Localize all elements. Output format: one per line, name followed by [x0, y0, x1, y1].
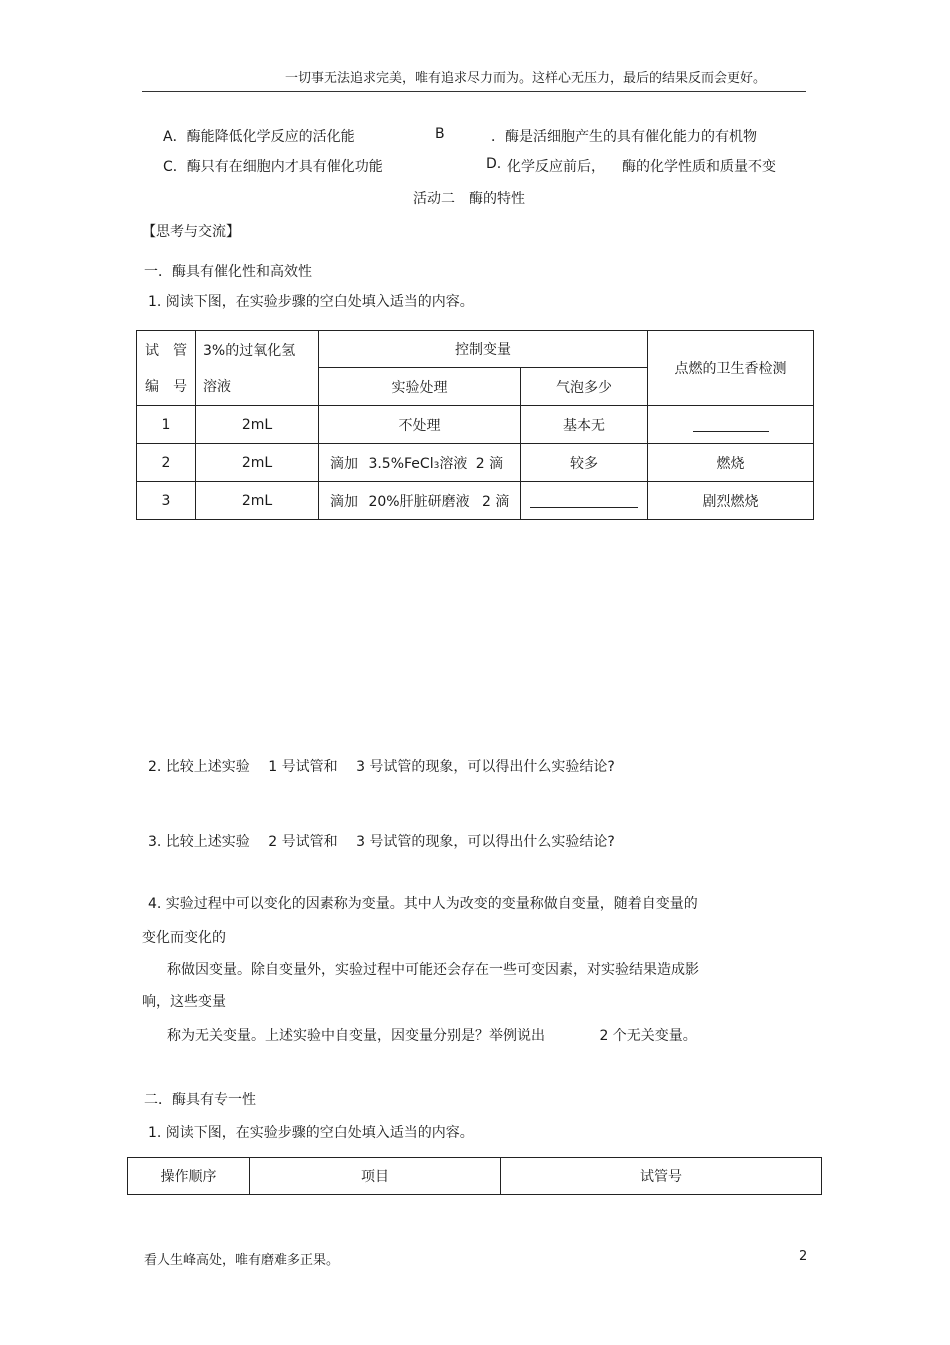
cell-volume: 2mL [196, 482, 319, 520]
section2-title: 二．酶具有专一性 [144, 1092, 256, 1108]
option-d-text2: 酶的化学性质和质量不变 [622, 159, 776, 175]
header-motto: 一切事无法追求完美，唯有追求尽力而为。这样心无压力，最后的结果反而会更好。 [285, 71, 767, 86]
q2-part-b: 1 号试管和 [268, 759, 338, 775]
header-incense-detect: 点燃的卫生香检测 [648, 331, 814, 406]
activity-title: 活动二 酶的特性 [413, 191, 525, 207]
cell-treatment [319, 444, 521, 482]
header-tube-top: 试 管 [145, 343, 187, 359]
treatment-reagent: 20%肝脏研磨液 [368, 493, 470, 510]
treatment-solution: 溶液 [439, 455, 468, 472]
table-row [137, 482, 814, 520]
q2-part-c: 3 号试管的现象，可以得出什么实验结论? [356, 759, 615, 775]
q4-line-5-b: 2 个无关变量。 [599, 1028, 697, 1044]
q4-line-5 [167, 1025, 697, 1045]
experiment-table-1 [136, 330, 814, 520]
header-tube-bottom: 编 号 [145, 379, 187, 395]
cell-treatment [319, 482, 521, 520]
treatment-subscript: 3 [433, 460, 440, 471]
option-b-letter: B [435, 126, 445, 142]
cell-bubbles: 基本无 [521, 406, 648, 444]
header-treatment: 实验处理 [319, 368, 521, 406]
q4-line-2: 变化而变化的 [142, 930, 226, 946]
question-3 [148, 831, 615, 851]
cell-detect: 燃烧 [648, 444, 814, 482]
q4-line-3: 称做因变量。除自变量外，实验过程中可能还会存在一些可变因素，对实验结果造成影 [167, 962, 699, 978]
option-c: C．酶只有在细胞内才具有催化功能 [163, 159, 383, 175]
q3-part-b: 2 号试管和 [268, 834, 338, 850]
fill-in-blank[interactable] [693, 417, 769, 432]
q3-part-c: 3 号试管的现象，可以得出什么实验结论? [356, 834, 615, 850]
section1-q1: 1. 阅读下图，在实验步骤的空白处填入适当的内容。 [148, 294, 474, 310]
treatment-action: 滴加 [330, 493, 358, 510]
section1-title: 一．酶具有催化性和高效性 [144, 264, 312, 280]
header-h2o2 [196, 331, 319, 406]
header-rule [142, 91, 806, 92]
question-2 [148, 756, 615, 776]
header-tube-number: 试管号 [501, 1158, 822, 1195]
header-h2o2-top: 3%的过氧化氢 [203, 343, 296, 359]
footer-motto: 看人生峰高处，唯有磨难多正果。 [144, 1253, 340, 1268]
option-a: A．酶能降低化学反应的活化能 [163, 129, 355, 145]
experiment-table-2 [127, 1157, 822, 1195]
section2-q1: 1. 阅读下图，在实验步骤的空白处填入适当的内容。 [148, 1125, 474, 1141]
option-b-text: ．酶是活细胞产生的具有催化能力的有机物 [491, 129, 757, 145]
header-control-variable: 控制变量 [319, 331, 648, 368]
table-row [137, 444, 814, 482]
header-item: 项目 [250, 1158, 501, 1195]
page-number: 2 [799, 1249, 808, 1264]
cell-detect-blank[interactable] [648, 406, 814, 444]
cell-tube-no: 3 [137, 482, 196, 520]
treatment-reagent: 3.5%FeCl [368, 455, 434, 472]
q4-line-5-a: 称为无关变量。上述实验中自变量，因变量分别是？举例说出 [167, 1028, 545, 1044]
cell-tube-no: 2 [137, 444, 196, 482]
header-tube-number [137, 331, 196, 406]
cell-treatment: 不处理 [319, 406, 521, 444]
cell-tube-no: 1 [137, 406, 196, 444]
header-h2o2-bottom: 溶液 [203, 379, 231, 395]
q4-line-4: 响，这些变量 [142, 994, 226, 1010]
treatment-action: 滴加 [330, 455, 358, 472]
option-d-text1: 化学反应前后， [507, 159, 605, 175]
option-d-letter: D. [486, 156, 502, 172]
q2-part-a: 2. 比较上述实验 [148, 759, 250, 775]
header-bubbles: 气泡多少 [521, 368, 648, 406]
cell-bubbles: 较多 [521, 444, 648, 482]
fill-in-blank[interactable] [530, 493, 638, 508]
cell-volume: 2mL [196, 406, 319, 444]
cell-volume: 2mL [196, 444, 319, 482]
treatment-drops: 2 滴 [475, 455, 504, 472]
header-operation-order: 操作顺序 [128, 1158, 250, 1195]
treatment-drops: 2 滴 [482, 493, 510, 510]
q3-part-a: 3. 比较上述实验 [148, 834, 250, 850]
q4-line-1: 4. 实验过程中可以变化的因素称为变量。其中人为改变的变量称做自变量，随着自变量的 [148, 896, 698, 912]
cell-detect: 剧烈燃烧 [648, 482, 814, 520]
think-label: 【思考与交流】 [142, 224, 240, 240]
cell-bubbles-blank[interactable] [521, 482, 648, 520]
table-row [137, 406, 814, 444]
